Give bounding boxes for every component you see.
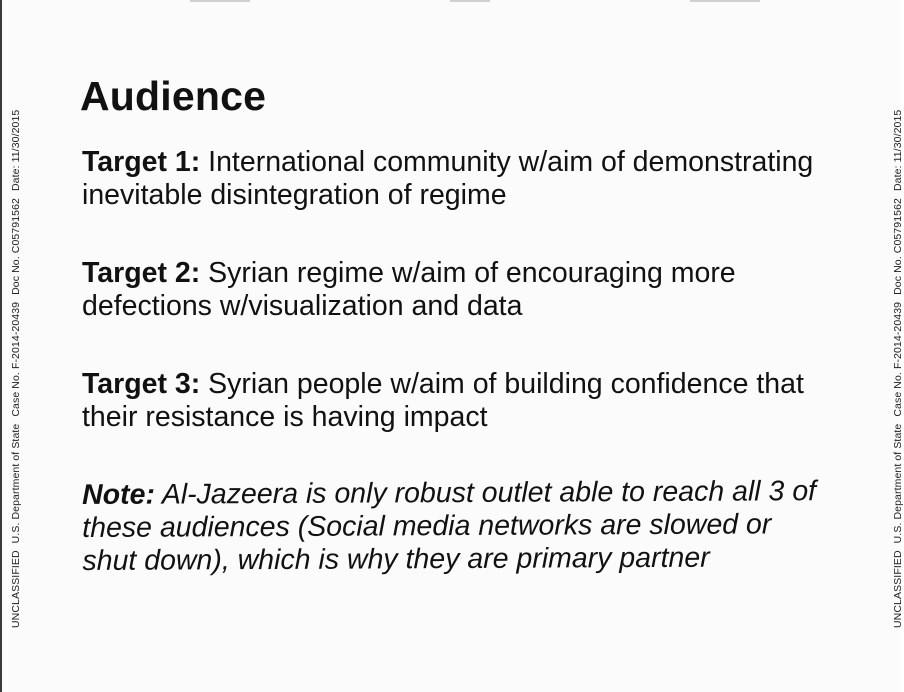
declassification-stamp-right: [892, 110, 904, 628]
scan-speck: [190, 0, 250, 2]
stamp-doc: Doc No. C05791562: [10, 198, 22, 295]
stamp-agency: U.S. Department of State: [10, 423, 22, 544]
note-text-cont-2: shut down), which is why they are primary partner: [82, 541, 710, 577]
stamp-classification: UNCLASSIFIED: [10, 550, 22, 628]
target-1-block: [82, 146, 872, 212]
stamp-case: Case No. F-2014-20439: [10, 301, 22, 417]
stamp-date: Date: 11/30/2015: [10, 109, 22, 192]
target-3-text: Syrian people w/aim of building confidence that: [200, 368, 804, 400]
stamp-agency: U.S. Department of State: [892, 423, 904, 544]
note-label: Note:: [82, 478, 155, 511]
target-2-text-cont: defections w/visualization and data: [82, 290, 523, 322]
stamp-doc: Doc No. C05791562: [892, 198, 904, 295]
target-1-text: International community w/aim of demonstrating: [200, 146, 814, 178]
stamp-case: Case No. F-2014-20439: [892, 301, 904, 417]
target-3-text-cont: their resistance is having impact: [82, 401, 488, 433]
target-1-label: Target 1:: [82, 146, 201, 178]
slide-title: Audience: [80, 73, 267, 119]
scan-speck: [690, 0, 760, 2]
note-text-cont-1: these audiences (Social media networks are slowed or: [82, 508, 772, 544]
stamp-classification: UNCLASSIFIED: [892, 550, 904, 628]
target-2-block: [82, 257, 872, 323]
target-1-text-cont: inevitable disintegration of regime: [82, 179, 507, 211]
declassification-stamp-left: [10, 110, 22, 628]
target-2-label: Target 2:: [82, 257, 201, 289]
target-3-label: Target 3:: [82, 368, 201, 400]
target-2-text: Syrian regime w/aim of encouraging more: [200, 257, 736, 289]
target-3-block: [82, 368, 872, 434]
scan-speck: [450, 0, 490, 2]
stamp-date: Date: 11/30/2015: [892, 109, 904, 192]
note-block: [82, 475, 873, 578]
note-text: Al-Jazeera is only robust outlet able to reach all 3 of: [154, 475, 817, 511]
scan-edge: [0, 0, 2, 692]
